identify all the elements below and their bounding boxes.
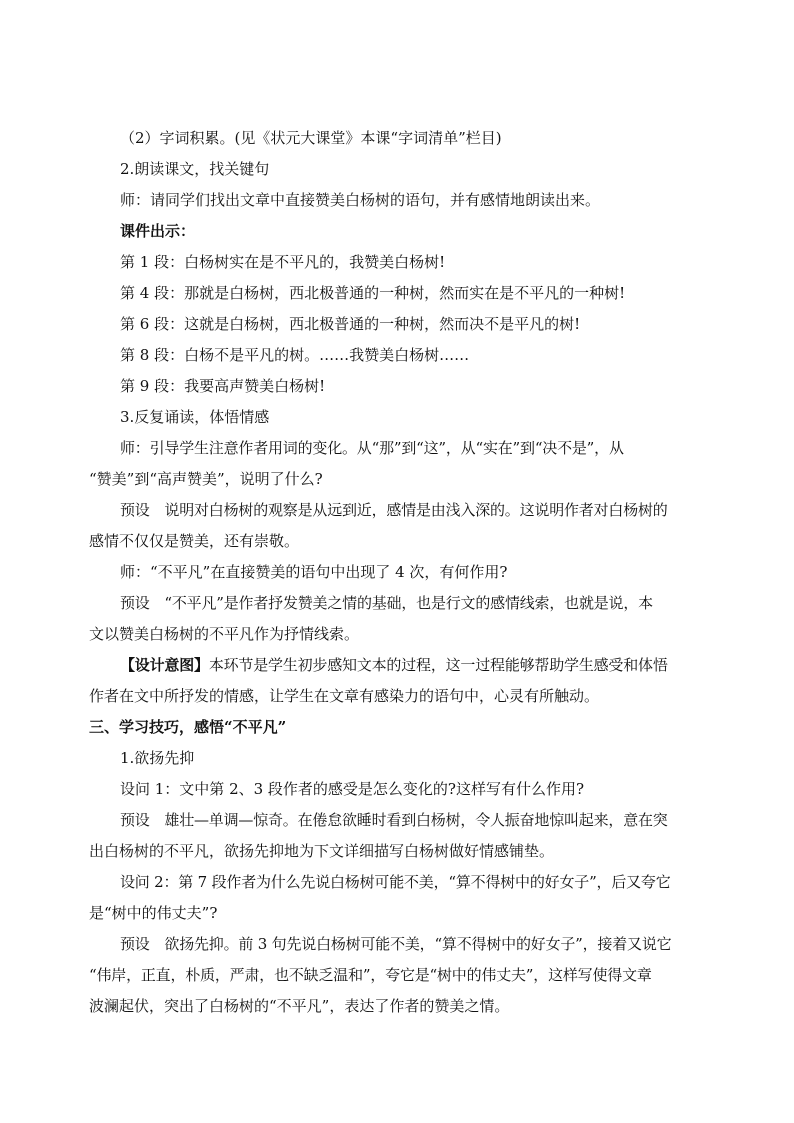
text-line-24: 出白杨树的不平凡，欲扬先抑地为下文详细描写白杨树做好情感铺垫。 (89, 842, 555, 860)
text-line-15: 师：“不平凡”在直接赞美的语句中出现了 4 次，有何作用? (120, 563, 508, 581)
text-line-23: 预设 雄壮—单调—惊奇。在倦怠欲睡时看到白杨树，令人振奋地惊叫起来，意在突 (120, 811, 668, 829)
courseware-heading: 课件出示： (120, 222, 196, 240)
text-line-26: 是“树中的伟丈夫”? (89, 904, 218, 922)
text-line-19: 作者在文中所抒发的情感，让学生在文章有感染力的语句中，心灵有所触动。 (89, 687, 600, 705)
text-line-21: 1.欲扬先抑 (120, 749, 195, 767)
text-line-3: 师：请同学们找出文章中直接赞美白杨树的语句，并有感情地朗读出来。 (120, 191, 601, 209)
text-line-13: 预设 说明对白杨树的观察是从远到近，感情是由浅入深的。这说明作者对白杨树的 (120, 501, 668, 519)
text-line-28: “伟岸，正直，朴质，严肃，也不缺乏温和”，夸它是“树中的伟丈夫”，这样写使得文章 (89, 966, 652, 984)
text-line-1: （2）字词积累。(见《状元大课堂》本课“字词清单”栏目) (120, 129, 502, 147)
text-line-5: 第 1 段：白杨树实在是不平凡的，我赞美白杨树! (120, 253, 446, 271)
text-line-25: 设问 2：第 7 段作者为什么先说白杨树可能不美，“算不得树中的好女子”，后又夸它 (120, 873, 671, 891)
text-line-2: 2.朗读课文，找关键句 (120, 160, 270, 178)
text-line-16: 预设 “不平凡”是作者抒发赞美之情的基础，也是行文的感情线索，也就是说，本 (120, 594, 653, 612)
section-heading-three: 三、学习技巧，感悟“不平凡” (89, 718, 287, 736)
text-line-9: 第 9 段：我要高声赞美白杨树! (120, 377, 326, 395)
text-line-11: 师：引导学生注意作者用词的变化。从“那”到“这”，从“实在”到“决不是”，从 (120, 439, 624, 457)
text-line-8: 第 8 段：白杨不是平凡的树。……我赞美白杨树…… (120, 346, 470, 364)
text-line-7: 第 6 段：这就是白杨树，西北极普通的一种树，然而决不是平凡的树! (120, 315, 581, 333)
text-line-14: 感情不仅仅是赞美，还有崇敬。 (89, 532, 300, 550)
text-line-10: 3.反复诵读，体悟情感 (120, 408, 270, 426)
text-line-29: 波澜起伏，突出了白杨树的“不平凡”，表达了作者的赞美之情。 (89, 997, 510, 1015)
design-intent-label: 【设计意图】 (120, 656, 209, 674)
text-line-17: 文以赞美白杨树的不平凡作为抒情线索。 (89, 625, 360, 643)
text-line-6: 第 4 段：那就是白杨树，西北极普通的一种树，然而实在是不平凡的一种树! (120, 284, 626, 302)
design-intent-line (120, 655, 720, 675)
text-line-22: 设问 1：文中第 2、3 段作者的感受是怎么变化的?这样写有什么作用? (120, 780, 585, 798)
text-line-12: “赞美”到“高声赞美”，说明了什么? (89, 470, 323, 488)
text-line-27: 预设 欲扬先抑。前 3 句先说白杨树可能不美，“算不得树中的好女子”，接着又说它 (120, 935, 672, 953)
design-intent-text: 本环节是学生初步感知文本的过程，这一过程能够帮助学生感受和体悟 (208, 656, 668, 674)
